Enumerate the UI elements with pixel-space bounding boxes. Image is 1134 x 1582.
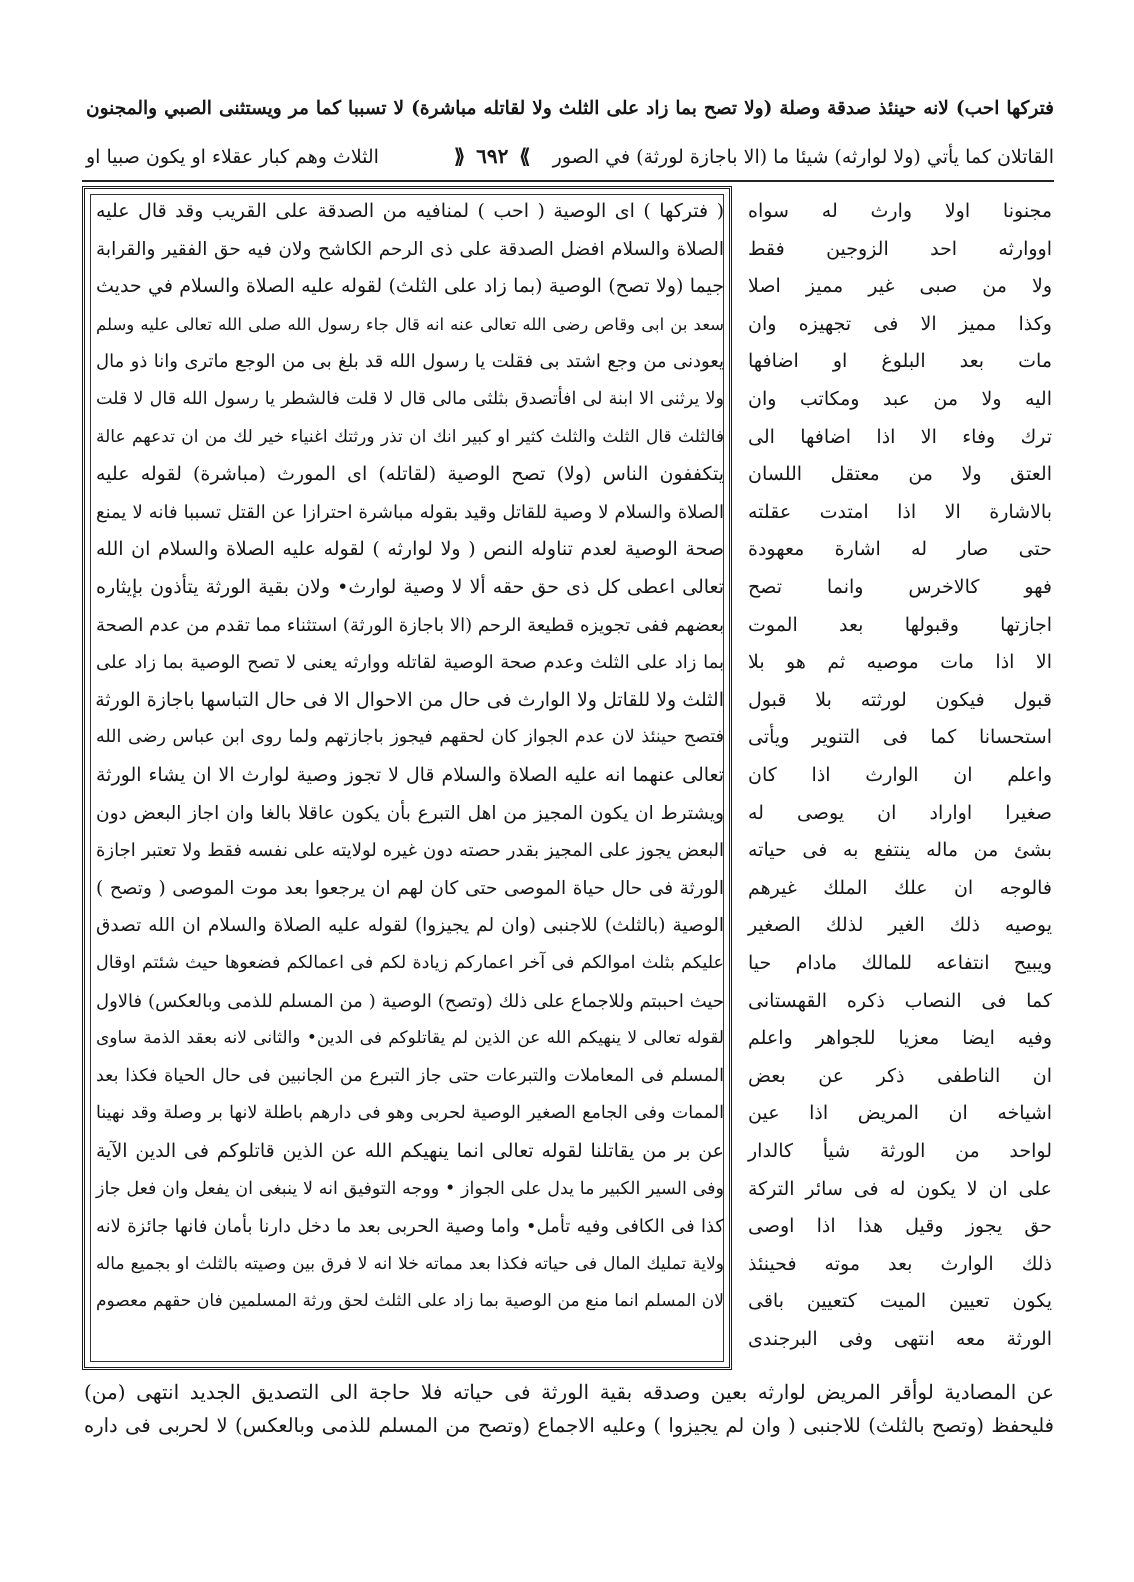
side-note-line: واعلم ان الوارث اذا كان <box>748 764 1052 786</box>
side-note-line: ان الناطفى ذكر عن بعض <box>748 1064 1052 1087</box>
commentary-line: حيث احببتم وللاجماع على ذلك (وتصح) الوصية ( من المسلم للذمى وبالعكس) فالاول <box>96 990 724 1012</box>
page-number: ٦٩٢ <box>476 144 509 168</box>
side-note-line: قبول فيكون لورثته بلا قبول <box>748 688 1052 711</box>
side-note-line: يكون تعيين الميت كتعيين باقى <box>748 1290 1052 1313</box>
commentary-line: ( فتركها ) اى الوصية ( احب ) لمنافيه من الصدقة على القريب وقد قال عليه <box>96 200 724 222</box>
side-note-line: بشئ من ماله ينتفع به فى حياته <box>748 839 1052 862</box>
commentary-line: بعضهم ففى تجويزه قطيعة الرحم (الا باجازة الورثة) استثناء مما تقدم من عدم الصحة <box>96 614 724 636</box>
footer-line-2: فليحفظ (وتصح بالثلث) للاجنبى ( وان لم يجيزوا ) وعليه الاجماع (وتصح من المسلم للذمى وبالعكس) لا لحربى فى داره <box>84 1414 1054 1437</box>
commentary-line: وفى السير الكبير ما يدل على الجواز • ووجه التوفيق انه لا ينبغى ان يفعل وان فعل جاز <box>96 1178 724 1199</box>
side-note-line: بالاشارة الا اذا امتدت عقلته <box>748 500 1052 523</box>
commentary-line: المسلم فى المعاملات والتبرعات حتى جاز التبرع من الجانبين فى حال الحياة فكذا بعد <box>96 1065 724 1086</box>
header-main-text-line-2 <box>86 144 1054 180</box>
side-note-line: ولا من صبى غير مميز اصلا <box>748 275 1052 298</box>
side-note-line: استحسانا كما فى التنوير ويأتى <box>748 726 1052 749</box>
commentary-line: بما زاد على الثلث وعدم صحة الوصية لقاتله ووارثه يعنى لا تصح الوصية بما زاد على <box>96 652 724 674</box>
side-note-line: كما فى النصاب ذكره القهستانى <box>748 989 1052 1012</box>
commentary-line: فالثلث قال الثلث والثلث كثير او كبير انك ان تذر ورثتك اغنياء خير لك من ان تدعهم عالة <box>96 426 724 447</box>
header-divider <box>82 180 1054 182</box>
commentary-line: الورثة فى حال حياة الموصى حتى كان لهم ان يرجعوا بعد موت الموصى ( وتصح ) <box>96 877 724 899</box>
side-note-line: اليه ولا من عبد ومكاتب وان <box>748 388 1052 410</box>
side-note-line: فالوجه ان علك الملك غيرهم <box>748 876 1052 899</box>
commentary-line: لان المسلم انما منع من الوصية بما زاد على الثلث لحق ورثة المسلمين فان حقهم معصوم <box>96 1291 724 1312</box>
footer-line-1: عن المصادية لوأقر المريض لوارثه بعين وصدقه بقية الورثة فى حياته فلا حاجة الى التصديق الجديد انتهى (من) <box>84 1380 1054 1404</box>
side-note-line: مات بعد البلوغ او اضافها <box>748 350 1052 373</box>
side-note-line: حتى صار له اشارة معهودة <box>748 538 1052 561</box>
side-note-line: الا اذا مات موصيه ثم هو بلا <box>748 651 1052 674</box>
header-main-text-line-1: فتركها احب) لانه حينئذ صدقة وصلة (ولا تصح بما زاد على الثلث ولا لقاتله مباشرة) لا تسببا كما مر ويستثنى الصبي والمجنون <box>86 98 1054 119</box>
side-note-line: وكذا مميز الا فى تجهيزه وان <box>748 312 1052 335</box>
commentary-line: يعودنى من وجع اشتد بى فقلت يا رسول الله قد بلغ بى من الوجع ماترى وانا ذو مال <box>96 351 725 373</box>
commentary-line: الممات وفى الجامع الصغير الوصية لحربى وهو فى دارهم باطلة لانها بر وصلة وقد نهينا <box>96 1103 724 1124</box>
commentary-line: الصلاة والسلام افضل الصدقة على ذى الرحم الكاشح ولان فيه حق الفقير والقرابة <box>96 238 724 260</box>
side-note-line: ذلك الوارث بعد موته فحينئذ <box>748 1252 1052 1275</box>
side-note-line: حق يجوز وقيل هذا اذا اوصى <box>748 1215 1052 1238</box>
commentary-line: لقوله تعالى لا ينهيكم الله عن الذين لم يقاتلوكم فى الدين• والثانى لانه بعقد الذمة ساوى <box>96 1028 724 1049</box>
header-line-2-left: الثلاث وهم كبار عقلاء او يكون صبيا او <box>86 146 379 168</box>
commentary-line: سعد بن ابى وقاص رضى الله تعالى عنه انه قال جاء رسول الله صلى الله تعالى عليه وسلم <box>96 314 724 334</box>
commentary-line: البعض يجوز على المجيز بقدر حصته دون غيره لولايته على نفسه فقط ولا تعتبر اجازة <box>96 840 724 862</box>
header-line-2-right: القاتلان كما يأتي (ولا لوارثه) شيئا ما (الا باجازة لورثة) في الصور <box>552 146 1054 168</box>
commentary-line: الوصية (بالثلث) للاجنبى (وان لم يجيزوا) لقوله عليه الصلاة والسلام ان الله تصدق <box>96 915 724 937</box>
side-note-line: الورثة معه انتهى وفى البرجندى <box>748 1328 1052 1350</box>
commentary-line: كذا فى الكافى وفيه تأمل• واما وصية الحربى بعد ما دخل دارنا بأمان فانها جائزة لانه <box>96 1216 724 1238</box>
commentary-line: الصلاة والسلام لا وصية للقاتل وقيد بقوله مباشرة احترازا عن القتل تسببا فانه لا يمنع <box>96 501 724 523</box>
side-note-line: صغيرا اواراد ان يوصى له <box>748 801 1052 824</box>
page-number-marker <box>450 144 534 168</box>
commentary-line: ولا يرثنى الا ابنة لى افأتصدق بثلثى مالى قال لا قلت فالشطر يا رسول الله قال لا قلت <box>96 389 724 409</box>
commentary-line: صحة الوصية لعدم تناوله النص ( ولا لوارثه ) لقوله عليه الصلاة والسلام ان الله <box>96 538 724 561</box>
commentary-line: الثلث ولا للقاتل ولا الوارث فى حال من الاحوال الا فى حال التباسها باجازة الورثة <box>95 688 724 711</box>
commentary-line: ويشترط ان يكون المجيز من اهل التبرع بأن يكون عاقلا بالغا وان اجاز البعض دون <box>96 802 724 824</box>
side-note-line: فهو كالاخرس وانما تصح <box>748 576 1052 598</box>
ornament-right-icon: ⟫ <box>519 144 531 168</box>
commentary-line: يتكففون الناس (ولا) تصح الوصية (لقاتله) اى المورث (مباشرة) لقوله عليه <box>96 463 724 486</box>
commentary-line: عن بر من يقاتلنا لقوله تعالى انما ينهيكم الله عن الذين قاتلوكم فى الدين الآية <box>96 1140 724 1162</box>
commentary-line: عليكم بثلث اموالكم فى آخر اعماركم زيادة لكم فى اعمالكم فضعوها حيث شئتم اوقال <box>96 953 724 973</box>
side-note-line: يوصيه ذلك الغير لذلك الصغير <box>748 914 1052 937</box>
side-note-line: مجنونا اولا وارث له سواه <box>748 200 1052 222</box>
side-note-line: العتق ولا من معتقل اللسان <box>748 463 1052 486</box>
commentary-line: جيما (ولا تصح) الوصية (بما زاد على الثلث) لقوله عليه الصلاة والسلام في حديث <box>96 275 725 298</box>
side-note-line: ويبيح انتفاعه للمالك مادام حيا <box>748 952 1052 974</box>
ornament-left-icon: ⟪ <box>454 144 466 168</box>
commentary-line: فتصح حينئذ لان عدم الجواز كان لحقهم فيجوز باجازتهم ولما روى ابن عباس رضى الله <box>96 727 724 748</box>
side-note-line: على ان لا يكون له فى سائر التركة <box>748 1177 1052 1200</box>
side-note-line: ترك وفاء الا اذا اضافها الى <box>748 425 1052 448</box>
side-note-line: اجازتها وقبولها بعد الموت <box>748 613 1052 636</box>
side-note-line: وفيه ايضا معزيا للجواهر واعلم <box>748 1027 1052 1050</box>
commentary-line: تعالى عنهما انه عليه الصلاة والسلام قال لا تجوز وصية لوارث الا ان يشاء الورثة <box>96 764 724 786</box>
commentary-line: ولاية تمليك المال فى حياته فكذا بعد مماته خلا انه لا فرق بين وصيته بالثلث او بجميع ماله <box>96 1253 724 1274</box>
side-note-line: اشياخه ان المريض اذا عين <box>748 1102 1052 1125</box>
commentary-line: تعالى اعطى كل ذى حق حقه ألا لا وصية لوارث• ولان بقية الورثة يتأذون بإيثاره <box>96 576 724 598</box>
side-note-line: لواحد من الورثة شيأ كالدار <box>748 1140 1052 1162</box>
side-note-line: اووارثه احد الزوجين فقط <box>748 237 1052 260</box>
